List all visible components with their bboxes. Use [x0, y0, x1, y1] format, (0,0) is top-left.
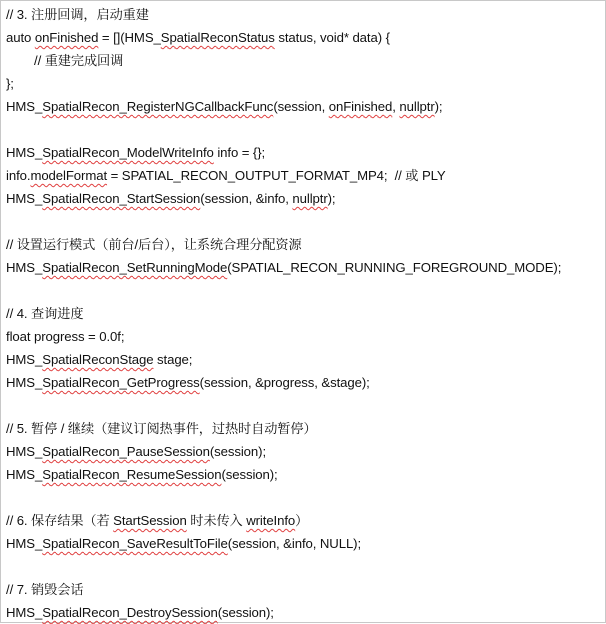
code-text: info.: [6, 168, 31, 183]
code-text: = [](HMS_: [98, 30, 161, 45]
code-text: // 重建完成回调: [34, 53, 124, 68]
code-text: HMS_: [6, 375, 43, 390]
code-text: 时未传入: [186, 513, 247, 528]
code-text: // 4. 查询进度: [6, 306, 84, 321]
spellcheck-flagged-token: SpatialRecon_StartSession: [42, 191, 201, 206]
code-text: (session, &progress, &stage);: [199, 375, 370, 390]
code-text: float progress = 0.0f;: [6, 329, 125, 344]
code-text: HMS_: [6, 260, 43, 275]
code-text: HMS_: [6, 145, 43, 160]
code-line: [6, 510, 308, 532]
code-text: );: [434, 99, 443, 114]
code-text: ,: [392, 99, 400, 114]
spellcheck-flagged-token: nullptr: [399, 99, 435, 114]
code-line: [6, 142, 265, 164]
code-line: [6, 188, 336, 210]
code-text: (SPATIAL_RECON_RUNNING_FOREGROUND_MODE);: [227, 260, 562, 275]
code-line: [6, 372, 370, 394]
code-line: [6, 602, 274, 624]
code-text: };: [6, 76, 14, 91]
code-text: HMS_: [6, 352, 43, 367]
code-text: // 6. 保存结果（若: [6, 513, 114, 528]
code-line: [6, 441, 266, 463]
code-line: [6, 96, 442, 118]
code-text: HMS_: [6, 444, 43, 459]
code-line: [6, 579, 83, 601]
code-line: [6, 165, 446, 187]
spellcheck-flagged-token: onFinished: [34, 30, 99, 45]
code-text: HMS_: [6, 605, 43, 620]
code-line: [6, 533, 361, 555]
code-text: // 7. 销毁会话: [6, 582, 84, 597]
code-text: HMS_: [6, 191, 43, 206]
spellcheck-flagged-token: SpatialRecon_GetProgress: [42, 375, 200, 390]
code-line: [6, 27, 390, 49]
spellcheck-flagged-token: SpatialRecon_SaveResultToFile: [42, 536, 228, 551]
spellcheck-flagged-token: StartSession: [113, 513, 187, 528]
code-text: (session);: [217, 605, 274, 620]
spellcheck-flagged-token: writeInfo: [246, 513, 296, 528]
code-text: (session, &info,: [200, 191, 293, 206]
spellcheck-flagged-token: SpatialRecon_ModelWriteInfo: [42, 145, 214, 160]
spellcheck-flagged-token: SpatialRecon_DestroySession: [42, 605, 218, 620]
code-text: info = {};: [213, 145, 266, 160]
spellcheck-flagged-token: SpatialRecon_SetRunningMode: [42, 260, 228, 275]
spellcheck-flagged-token: onFinished: [328, 99, 393, 114]
code-text: // 5. 暂停 / 继续（建议订阅热事件，过热时自动暂停）: [6, 421, 317, 436]
code-line: [6, 464, 278, 486]
code-line: [6, 73, 14, 95]
code-text: );: [327, 191, 336, 206]
spellcheck-flagged-token: SpatialReconStage: [42, 352, 154, 367]
code-line: [6, 326, 124, 348]
code-text: (session);: [209, 444, 267, 459]
code-text: // 设置运行模式（前台/后台），让系统合理分配资源: [6, 237, 302, 252]
code-text: status, void* data) {: [274, 30, 390, 45]
code-text: HMS_: [6, 536, 43, 551]
code-text: = SPATIAL_RECON_OUTPUT_FORMAT_MP4; // 或 PLY: [107, 168, 446, 183]
code-text: stage;: [153, 352, 193, 367]
code-text: HMS_: [6, 467, 43, 482]
code-text: HMS_: [6, 99, 43, 114]
spellcheck-flagged-token: SpatialReconStatus: [160, 30, 275, 45]
code-line: [6, 234, 302, 256]
code-text: ）: [295, 513, 309, 528]
code-line: [6, 257, 561, 279]
code-text: (session, &info, NULL);: [227, 536, 362, 551]
code-text: (session);: [221, 467, 278, 482]
spellcheck-flagged-token: modelFormat: [30, 168, 108, 183]
code-line: [6, 349, 192, 371]
code-line: [6, 4, 149, 26]
code-text: // 3. 注册回调，启动重建: [6, 7, 149, 22]
spellcheck-flagged-token: SpatialRecon_PauseSession: [42, 444, 210, 459]
code-line: [6, 418, 317, 440]
code-line: [34, 50, 123, 72]
code-text: auto: [6, 30, 35, 45]
code-text: (session,: [273, 99, 329, 114]
spellcheck-flagged-token: SpatialRecon_RegisterNGCallbackFunc: [42, 99, 274, 114]
spellcheck-flagged-token: nullptr: [292, 191, 328, 206]
code-line: [6, 303, 83, 325]
spellcheck-flagged-token: SpatialRecon_ResumeSession: [42, 467, 222, 482]
